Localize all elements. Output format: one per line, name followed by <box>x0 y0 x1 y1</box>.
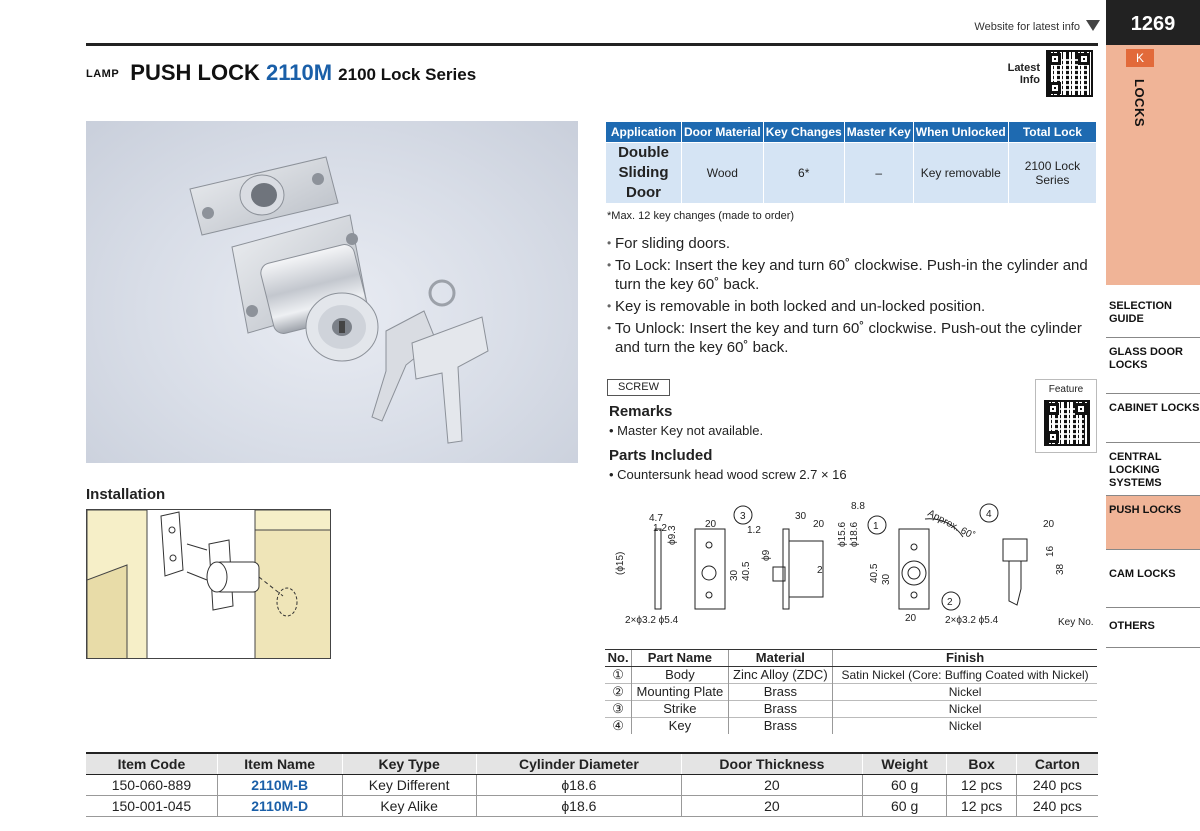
items-cell: 60 g <box>862 795 947 816</box>
spec-cell: – <box>844 143 913 204</box>
dimension-label: ϕ9.3 <box>667 525 678 545</box>
parts-cell: Zinc Alloy (ZDC) <box>728 666 833 683</box>
parts-header: No. <box>605 650 632 666</box>
parts-header: Material <box>728 650 833 666</box>
dimension-label: 40.5 <box>741 561 752 581</box>
items-header: Carton <box>1016 753 1098 774</box>
spec-header: Door Material <box>682 122 764 143</box>
spec-header: Total Lock <box>1008 122 1096 143</box>
sidebar-item[interactable]: PUSH LOCKS <box>1106 496 1200 550</box>
spec-header: Master Key <box>844 122 913 143</box>
spec-header: Key Changes <box>763 122 844 143</box>
dimension-label: 1 <box>873 521 879 532</box>
dimension-label: 2×ϕ3.2 ϕ5.4 <box>945 615 999 626</box>
parts-included-text: • Countersunk head wood screw 2.7 × 16 <box>609 467 847 482</box>
dimension-label: 4 <box>986 509 992 520</box>
parts-cell: Brass <box>728 700 833 717</box>
parts-cell: ① <box>605 666 632 683</box>
title-series: 2100 Lock Series <box>338 65 477 84</box>
parts-cell: Nickel <box>833 700 1097 717</box>
dimension-label: 8.8 <box>851 501 865 512</box>
parts-row <box>605 683 1097 700</box>
dimension-label: 30 <box>795 511 807 522</box>
dimension-label: 3 <box>740 511 746 522</box>
items-header: Item Name <box>217 753 342 774</box>
dimension-label: 1.2 <box>653 523 667 534</box>
dimension-label: ϕ9 <box>761 549 772 561</box>
installation-label: Installation <box>86 486 166 503</box>
dimension-label: ϕ18.6 <box>849 521 860 547</box>
dimension-label: 40.5 <box>869 563 880 583</box>
parts-cell: Brass <box>728 717 833 734</box>
parts-table <box>605 650 1097 734</box>
parts-cell: ② <box>605 683 632 700</box>
items-cell: 150-001-045 <box>86 795 217 816</box>
parts-cell: Key <box>632 717 728 734</box>
parts-cell: Brass <box>728 683 833 700</box>
spec-cell: 6* <box>763 143 844 204</box>
dimension-label: 30 <box>881 573 892 585</box>
item-name-link[interactable]: 2110M-B <box>217 774 342 795</box>
latest-info-qr-icon[interactable] <box>1046 50 1093 97</box>
bullet-item: • To Lock: Insert the key and turn 60˚ clockwise. Push-in the cylinder and turn the key 60˚ back. <box>607 256 1097 294</box>
section-band <box>1106 45 1200 285</box>
items-cell: ϕ18.6 <box>476 774 681 795</box>
items-cell: 240 pcs <box>1016 774 1098 795</box>
items-header: Weight <box>862 753 947 774</box>
parts-row <box>605 666 1097 683</box>
parts-row <box>605 700 1097 717</box>
dimension-label: 4.7 <box>649 513 663 524</box>
items-row <box>86 795 1098 816</box>
page-title <box>86 60 476 86</box>
dimension-label: 2 <box>947 597 953 608</box>
bullet-item: • For sliding doors. <box>607 234 1097 253</box>
screw-tag: SCREW <box>607 379 670 396</box>
website-info-link[interactable] <box>960 20 1100 33</box>
spec-cell: Wood <box>682 143 764 204</box>
items-table <box>86 752 1098 817</box>
dimension-label: 20 <box>1043 519 1055 530</box>
product-photo <box>86 121 578 463</box>
items-header: Door Thickness <box>681 753 862 774</box>
feature-qr-icon[interactable] <box>1044 400 1090 446</box>
sidebar-item[interactable]: SELECTION GUIDE <box>1106 290 1200 338</box>
feature-qr-box[interactable] <box>1035 379 1097 453</box>
sidebar-item[interactable]: OTHERS <box>1106 608 1200 648</box>
dimension-label: 20 <box>905 613 917 624</box>
title-model: 2110M <box>265 60 333 85</box>
section-label: LOCKS <box>1132 79 1147 127</box>
dimension-label: 38 <box>1055 563 1066 575</box>
parts-cell: Mounting Plate <box>632 683 728 700</box>
dimension-label: ϕ15.6 <box>837 521 848 547</box>
bullet-item: • To Unlock: Insert the key and turn 60˚ clockwise. Push-out the cylinder and turn the key 60˚ back. <box>607 319 1097 357</box>
spec-note: *Max. 12 key changes (made to order) <box>607 210 795 222</box>
title-prefix: PUSH LOCK <box>130 60 260 85</box>
items-cell: 12 pcs <box>947 795 1016 816</box>
parts-cell: ③ <box>605 700 632 717</box>
items-cell: 240 pcs <box>1016 795 1098 816</box>
items-cell: 60 g <box>862 774 947 795</box>
top-rule <box>86 43 1098 46</box>
parts-cell: Nickel <box>833 717 1097 734</box>
dimension-label: 1.2 <box>747 525 761 536</box>
remarks-heading: Remarks <box>609 403 673 420</box>
items-header: Item Code <box>86 753 217 774</box>
items-cell: 150-060-889 <box>86 774 217 795</box>
parts-row <box>605 717 1097 734</box>
dimension-label: 20 <box>813 519 825 530</box>
items-row <box>86 774 1098 795</box>
parts-cell: Satin Nickel (Core: Buffing Coated with Nickel) <box>833 666 1097 683</box>
sidebar-item[interactable]: GLASS DOOR LOCKS <box>1106 338 1200 394</box>
parts-included-heading: Parts Included <box>609 447 713 464</box>
sidebar-item[interactable]: CABINET LOCKS <box>1106 394 1200 443</box>
installation-illustration <box>86 509 331 659</box>
parts-header: Finish <box>833 650 1097 666</box>
dimension-label: 30 <box>729 569 740 581</box>
remarks-text: • Master Key not available. <box>609 423 764 438</box>
spec-cell: 2100 Lock Series <box>1008 143 1096 204</box>
dimension-label: 16 <box>1045 545 1056 557</box>
dimension-drawing <box>605 497 1100 637</box>
dimension-label: 2×ϕ3.2 ϕ5.4 <box>625 615 679 626</box>
sidebar-item[interactable]: CAM LOCKS <box>1106 556 1200 608</box>
dimension-label: 20 <box>705 519 717 530</box>
sidebar-item[interactable]: CENTRAL LOCKING SYSTEMS <box>1106 443 1200 496</box>
spec-table <box>605 121 1097 204</box>
items-header: Box <box>947 753 1016 774</box>
item-name-link[interactable]: 2110M-D <box>217 795 342 816</box>
spec-cell: Key removable <box>913 143 1008 204</box>
website-info-text: Website for latest info <box>974 21 1080 33</box>
section-letter: K <box>1126 49 1154 67</box>
parts-cell: Body <box>632 666 728 683</box>
parts-header: Part Name <box>632 650 728 666</box>
latest-info-label: Latest Info <box>1007 62 1040 86</box>
items-cell: 20 <box>681 774 862 795</box>
dimension-label: Approx. 60˚ <box>925 507 977 542</box>
items-cell: Key Different <box>342 774 476 795</box>
items-cell: Key Alike <box>342 795 476 816</box>
feature-label: Feature <box>1048 384 1084 395</box>
triangle-down-icon <box>1086 20 1100 31</box>
parts-cell: Strike <box>632 700 728 717</box>
items-header: Cylinder Diameter <box>476 753 681 774</box>
brand-logo: LAMP <box>86 68 120 80</box>
spec-header: Application <box>606 122 682 143</box>
spec-cell: Double Sliding Door <box>606 143 682 204</box>
spec-header: When Unlocked <box>913 122 1008 143</box>
items-header: Key Type <box>342 753 476 774</box>
page-number: 1269 <box>1106 0 1200 45</box>
items-cell: ϕ18.6 <box>476 795 681 816</box>
parts-cell: Nickel <box>833 683 1097 700</box>
feature-bullets <box>607 234 1097 360</box>
dimension-label: 2 <box>817 565 823 576</box>
dimension-label: (ϕ15) <box>615 551 626 575</box>
bullet-item: • Key is removable in both locked and un-locked position. <box>607 297 1097 316</box>
dimension-label: Key No. <box>1058 617 1094 628</box>
items-cell: 20 <box>681 795 862 816</box>
parts-cell: ④ <box>605 717 632 734</box>
items-cell: 12 pcs <box>947 774 1016 795</box>
